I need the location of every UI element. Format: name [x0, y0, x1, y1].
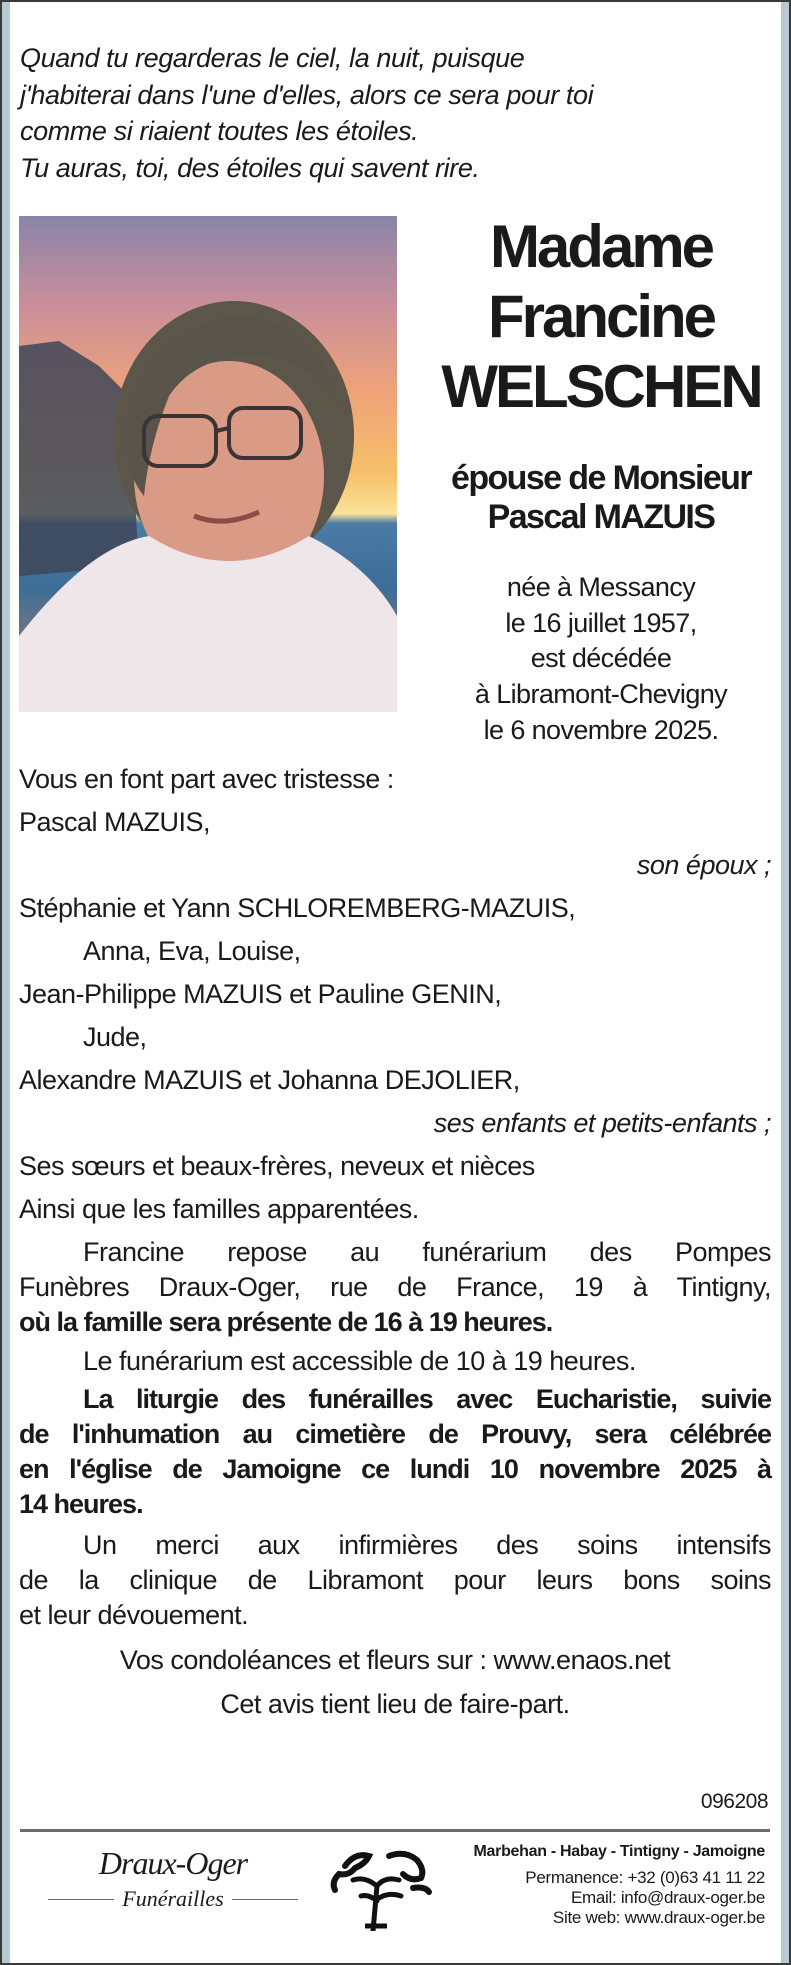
- paragraph-line: La liturgie des funérailles avec Eucharistie, suivie: [83, 1384, 771, 1414]
- quote-line: comme si riaient toutes les étoiles.: [20, 116, 419, 146]
- paragraph-line: de l'inhumation au cimetière de Prouvy, sera célébrée: [19, 1419, 771, 1449]
- deceased-first-name: Francine: [487, 283, 715, 350]
- paragraph-line: en l'église de Jamoigne ce lundi 10 novembre 2025 à: [19, 1454, 771, 1484]
- locations: Marbehan - Habay - Tintigny - Jamoigne: [473, 1843, 765, 1860]
- paragraph-line: 14 heures.: [19, 1489, 143, 1519]
- grandchildren-line: Anna, Eva, Louise,: [83, 936, 301, 966]
- paragraph-line: Un merci aux infirmières des soins intensifs: [83, 1530, 771, 1560]
- email[interactable]: Email: info@draux-oger.be: [570, 1888, 765, 1907]
- quote-line: j'habiterai dans l'une d'elles, alors ce sera pour toi: [20, 79, 594, 110]
- funeral-home-contact: [474, 1842, 765, 1928]
- death-place: à Libramont-Chevigny: [474, 679, 728, 709]
- spouse-line: épouse de Monsieur: [451, 459, 751, 497]
- family-line: Ainsi que les familles apparentées.: [19, 1194, 419, 1224]
- opening-quote: [20, 40, 770, 186]
- deceased-last-name: WELSCHEN: [441, 353, 761, 420]
- faire-part-note: Cet avis tient lieu de faire-part.: [220, 1689, 570, 1719]
- left-border-strip: [2, 2, 10, 1963]
- tree-icon: [325, 1846, 435, 1931]
- death-date: le 6 novembre 2025.: [483, 715, 719, 745]
- grandchildren-line: Jude,: [83, 1022, 147, 1052]
- condolences-link[interactable]: Vos condoléances et fleurs sur : www.enaos.net: [119, 1645, 671, 1675]
- family-line: Stéphanie et Yann SCHLOREMBERG-MAZUIS,: [19, 893, 576, 923]
- paragraph-line: et leur dévouement.: [19, 1600, 249, 1630]
- logo-name: Draux-Oger: [98, 1845, 248, 1881]
- deceased-title: Madame: [489, 213, 713, 280]
- quote-line: Quand tu regarderas le ciel, la nuit, puisque: [20, 43, 525, 73]
- birth-place: née à Messancy: [506, 572, 696, 602]
- spouse-name: Pascal MAZUIS: [487, 498, 715, 536]
- portrait-photo: [19, 216, 397, 712]
- access-hours: Le funérarium est accessible de 10 à 19 heures.: [83, 1346, 636, 1376]
- paragraph-line: Funèbres Draux-Oger, rue de France, 19 à Tintigny,: [19, 1272, 771, 1302]
- logo-subtitle: Funérailles: [122, 1886, 224, 1911]
- family-intro: Vous en font part avec tristesse :: [19, 764, 394, 794]
- notice-body: [19, 758, 771, 1814]
- death-label: est décédée: [530, 643, 672, 673]
- portrait-illustration: [19, 216, 397, 712]
- family-line: Pascal MAZUIS,: [19, 807, 211, 837]
- family-relation: ses enfants et petits-enfants ;: [433, 1108, 771, 1138]
- family-relation: son époux ;: [636, 850, 771, 880]
- family-line: Alexandre MAZUIS et Johanna DEJOLIER,: [19, 1065, 520, 1095]
- phone: Permanence: +32 (0)63 41 11 22: [525, 1868, 765, 1887]
- liturgy-paragraph: [19, 1382, 771, 1522]
- logo-rule: [232, 1899, 298, 1900]
- footer-divider: [20, 1829, 770, 1832]
- funeral-home-logo: [38, 1845, 308, 1912]
- logo-rule: [48, 1899, 114, 1900]
- paragraph-line: Francine repose au funérarium des Pompes: [83, 1237, 771, 1267]
- quote-line: Tu auras, toi, des étoiles qui savent rire.: [20, 152, 480, 183]
- logo-subtitle-row: [38, 1886, 308, 1912]
- website[interactable]: Site web: www.draux-oger.be: [552, 1908, 765, 1927]
- family-line: Jean-Philippe MAZUIS et Pauline GENIN,: [19, 979, 502, 1009]
- paragraph-line: où la famille sera présente de 16 à 19 heures.: [19, 1307, 553, 1337]
- family-line: Ses sœurs et beaux-frères, neveux et nièces: [19, 1151, 535, 1181]
- right-border-strip: [781, 2, 789, 1963]
- paragraph-line: de la clinique de Libramont pour leurs bons soins: [19, 1565, 771, 1595]
- thanks-paragraph: [19, 1528, 771, 1633]
- reference-number: 096208: [700, 1790, 768, 1813]
- birth-date: le 16 juillet 1957,: [505, 608, 697, 638]
- repose-paragraph: [19, 1235, 771, 1340]
